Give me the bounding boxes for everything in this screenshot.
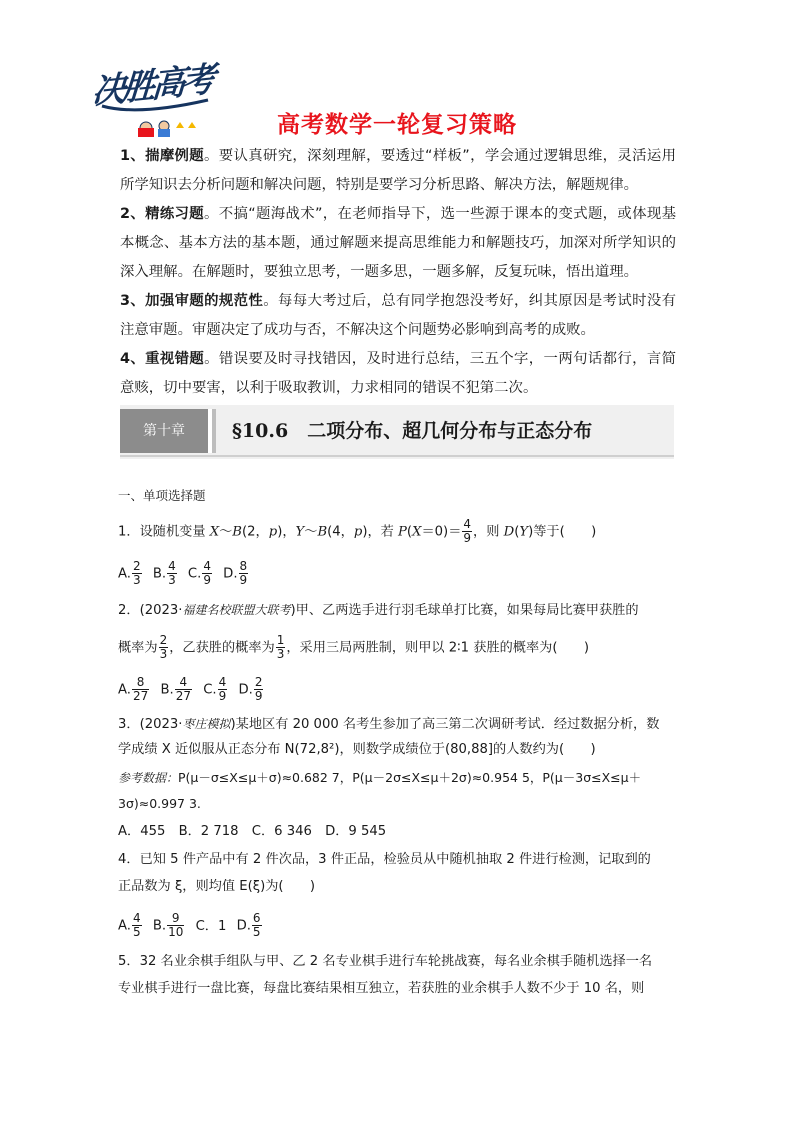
- chapter-tag: 第十章: [120, 409, 208, 453]
- fraction-numerator: 4: [168, 559, 176, 573]
- option-label: C.: [187, 566, 202, 582]
- question-source: 福建名校联盟大联考: [182, 603, 291, 617]
- question-4-options: [118, 912, 269, 939]
- fraction-numerator: 2: [132, 559, 141, 573]
- fraction-numerator: 2: [159, 633, 168, 647]
- answer-option[interactable]: [223, 560, 249, 587]
- fraction-numerator: 2: [254, 675, 263, 689]
- text: ～: [219, 524, 233, 540]
- strategy-body: 。不搞“题海战术”，在老师指导下，选一些源于课本的变式题，或体现基本概念、基本方法的基本题，通过解题来提高思维能力和解题技巧，加深对所学知识的深入理解。在解题时，要独立思考，一题多思，一题多解，反复玩味，悟出道理。: [120, 206, 677, 280]
- fraction: [167, 912, 184, 939]
- question-group-heading: 一、单项选择题: [118, 488, 206, 503]
- text: ，则: [473, 524, 504, 540]
- fraction: [218, 676, 228, 703]
- questions: [118, 0, 678, 1123]
- fraction-numerator: 4: [175, 676, 192, 690]
- text: 2．(2023·: [118, 603, 183, 618]
- option-label: A.: [118, 682, 131, 698]
- option-label: D.: [238, 682, 253, 698]
- answer-option[interactable]: [153, 560, 178, 587]
- text: (2，: [242, 524, 269, 540]
- fraction: [252, 912, 262, 939]
- text: Y: [519, 524, 529, 540]
- text: )，: [277, 524, 296, 540]
- answer-option[interactable]: [153, 912, 186, 939]
- strategy-heading: 1、揣摩例题: [120, 148, 205, 164]
- question-5-line-2: 专业棋手进行一盘比赛，每盘比赛结果相互独立，若获胜的业余棋手人数不少于 10 名，则: [118, 981, 645, 996]
- question-2-options: [118, 676, 270, 703]
- text: (: [514, 524, 520, 540]
- fraction-numerator: 4: [463, 517, 472, 531]
- fraction-denominator: 5: [252, 925, 261, 939]
- option-label: D.: [236, 918, 251, 934]
- answer-option[interactable]: [203, 676, 228, 703]
- fraction-numerator: 8: [132, 676, 149, 690]
- fraction-denominator: 27: [175, 689, 191, 703]
- question-3-line-2: 学成绩 X 近似服从正态分布 N(72,8²)，则数学成绩位于(80,88]的人数约为( ): [118, 742, 596, 757]
- text: Y: [295, 524, 305, 540]
- text: B: [317, 524, 328, 540]
- text: X: [412, 524, 422, 540]
- fraction: [159, 634, 169, 661]
- question-3-options: A．455 B．2 718 C．6 346 D．9 545: [118, 824, 387, 839]
- text: ，采用三局两胜制，则甲以 2∶1 获胜的概率为( ): [286, 640, 589, 656]
- fraction-numerator: 4: [218, 675, 227, 689]
- answer-option[interactable]: [238, 676, 264, 703]
- text: 概率为: [118, 640, 158, 656]
- option-label: B.: [160, 682, 174, 698]
- strategy-heading: 4、重视错题: [120, 351, 205, 367]
- text: (: [406, 524, 413, 540]
- option-label: A.: [118, 566, 131, 582]
- question-3-reference-2: 3σ)≈0.997 3.: [118, 796, 201, 811]
- fraction: [254, 676, 264, 703]
- fraction: [167, 560, 177, 587]
- reference-label: 参考数据：: [118, 771, 179, 785]
- option-label: A.: [118, 918, 131, 934]
- question-1-options: [118, 560, 255, 587]
- fraction: [239, 560, 249, 587]
- fraction-denominator: 3: [132, 573, 141, 587]
- text: (4，: [327, 524, 354, 540]
- text: )某地区有 20 000 名考生参加了高三第二次调研考试．经过数据分析，数: [230, 717, 660, 732]
- fraction: [175, 676, 192, 703]
- section-title: §10.6 二项分布、超几何分布与正态分布: [232, 420, 593, 442]
- fraction-numerator: 4: [132, 911, 141, 925]
- question-4-line-2: 正品数为 ξ，则均值 E(ξ)为( ): [118, 879, 316, 894]
- option-label: B.: [152, 918, 167, 934]
- fraction-denominator: 9: [463, 531, 472, 545]
- fraction-denominator: 10: [168, 925, 184, 939]
- strategy-body: 。每每大考过后，总有同学抱怨没考好，纠其原因是考试时没有注意审题。审题决定了成功与否，不解决这个问题势必影响到高考的成败。: [120, 293, 676, 338]
- answer-option[interactable]: [188, 560, 213, 587]
- page-title: 高考数学一轮复习策略: [277, 112, 517, 138]
- text: )甲、乙两选手进行羽毛球单打比赛，如果每局比赛甲获胜的: [290, 603, 639, 618]
- logo-text: 决胜高考: [90, 59, 213, 113]
- answer-option[interactable]: [118, 912, 143, 939]
- fraction-denominator: 9: [218, 689, 227, 703]
- question-1-stem: [118, 518, 596, 545]
- text: X: [209, 524, 220, 540]
- fraction-numerator: 4: [203, 559, 211, 573]
- text: ～: [304, 524, 318, 540]
- fraction: [132, 912, 142, 939]
- fraction-denominator: 9: [203, 573, 211, 587]
- text: B: [232, 524, 242, 540]
- strategy-heading: 2、精练习题: [120, 206, 205, 222]
- fraction: [462, 518, 472, 545]
- fraction-numerator: 1: [276, 633, 285, 647]
- fraction: [132, 676, 149, 703]
- text: ＝0)＝: [421, 524, 462, 540]
- fraction-denominator: 9: [239, 573, 248, 587]
- strategy-heading: 3、加强审题的规范性: [120, 293, 264, 309]
- answer-option[interactable]: [160, 676, 193, 703]
- answer-option[interactable]: [118, 560, 143, 587]
- question-3-line-1: [118, 714, 659, 735]
- text: p: [353, 524, 363, 540]
- question-2-line-2: [118, 634, 589, 661]
- question-5-line-1: 5．32 名业余棋手组队与甲、乙 2 名专业棋手进行车轮挑战赛，每名业余棋手随机选择一名: [118, 954, 653, 969]
- strategy-body: 。错误要及时寻找错因，及时进行总结，三五个字，一两句话都行，言简意赅，切中要害，以利于吸取教训，力求相同的错误不犯第二次。: [120, 351, 676, 396]
- question-2-line-1: [118, 600, 639, 621]
- answer-option[interactable]: [118, 676, 150, 703]
- fraction-denominator: 3: [159, 647, 168, 661]
- fraction-denominator: 9: [254, 689, 263, 703]
- strategy-body: 。要认真研究，深刻理解，要透过“样板”，学会通过逻辑思维，灵活运用所学知识去分析问题和解决问题，特别是要学习分析思路、解决方法，解题规律。: [120, 148, 677, 193]
- text: )，若: [362, 524, 399, 540]
- text: ，乙获胜的概率为: [169, 640, 275, 656]
- fraction: [276, 634, 286, 661]
- text: P: [398, 524, 407, 540]
- fraction-numerator: 9: [167, 912, 184, 926]
- option-label: D.: [223, 566, 238, 582]
- fraction-denominator: 27: [132, 689, 149, 703]
- question-3-reference-1: [118, 768, 641, 789]
- fraction-numerator: 8: [239, 559, 248, 573]
- question-source: 枣庄模拟: [182, 717, 231, 731]
- question-4-line-1: 4．已知 5 件产品中有 2 件次品，3 件正品，检验员从中随机抽取 2 件进行检测，记取到的: [118, 852, 651, 867]
- fraction-denominator: 3: [168, 573, 176, 587]
- answer-option[interactable]: [237, 912, 263, 939]
- fraction-denominator: 5: [132, 925, 141, 939]
- text: 3．(2023·: [118, 717, 183, 732]
- fraction: [202, 560, 212, 587]
- answer-option[interactable]: C．1: [195, 918, 227, 934]
- option-label: C.: [203, 682, 217, 698]
- option-label: B.: [152, 566, 167, 582]
- text: p: [268, 524, 278, 540]
- text: P(μ－σ≤X≤μ＋σ)≈0.682 7，P(μ－2σ≤X≤μ＋2σ)≈0.954 5，P(μ－3σ≤X≤μ＋: [178, 770, 642, 785]
- text: 1．设随机变量: [118, 524, 210, 540]
- fraction-numerator: 6: [252, 911, 261, 925]
- text: D: [503, 524, 515, 540]
- fraction: [132, 560, 142, 587]
- text: )等于( ): [528, 524, 597, 540]
- fraction-denominator: 3: [276, 647, 285, 661]
